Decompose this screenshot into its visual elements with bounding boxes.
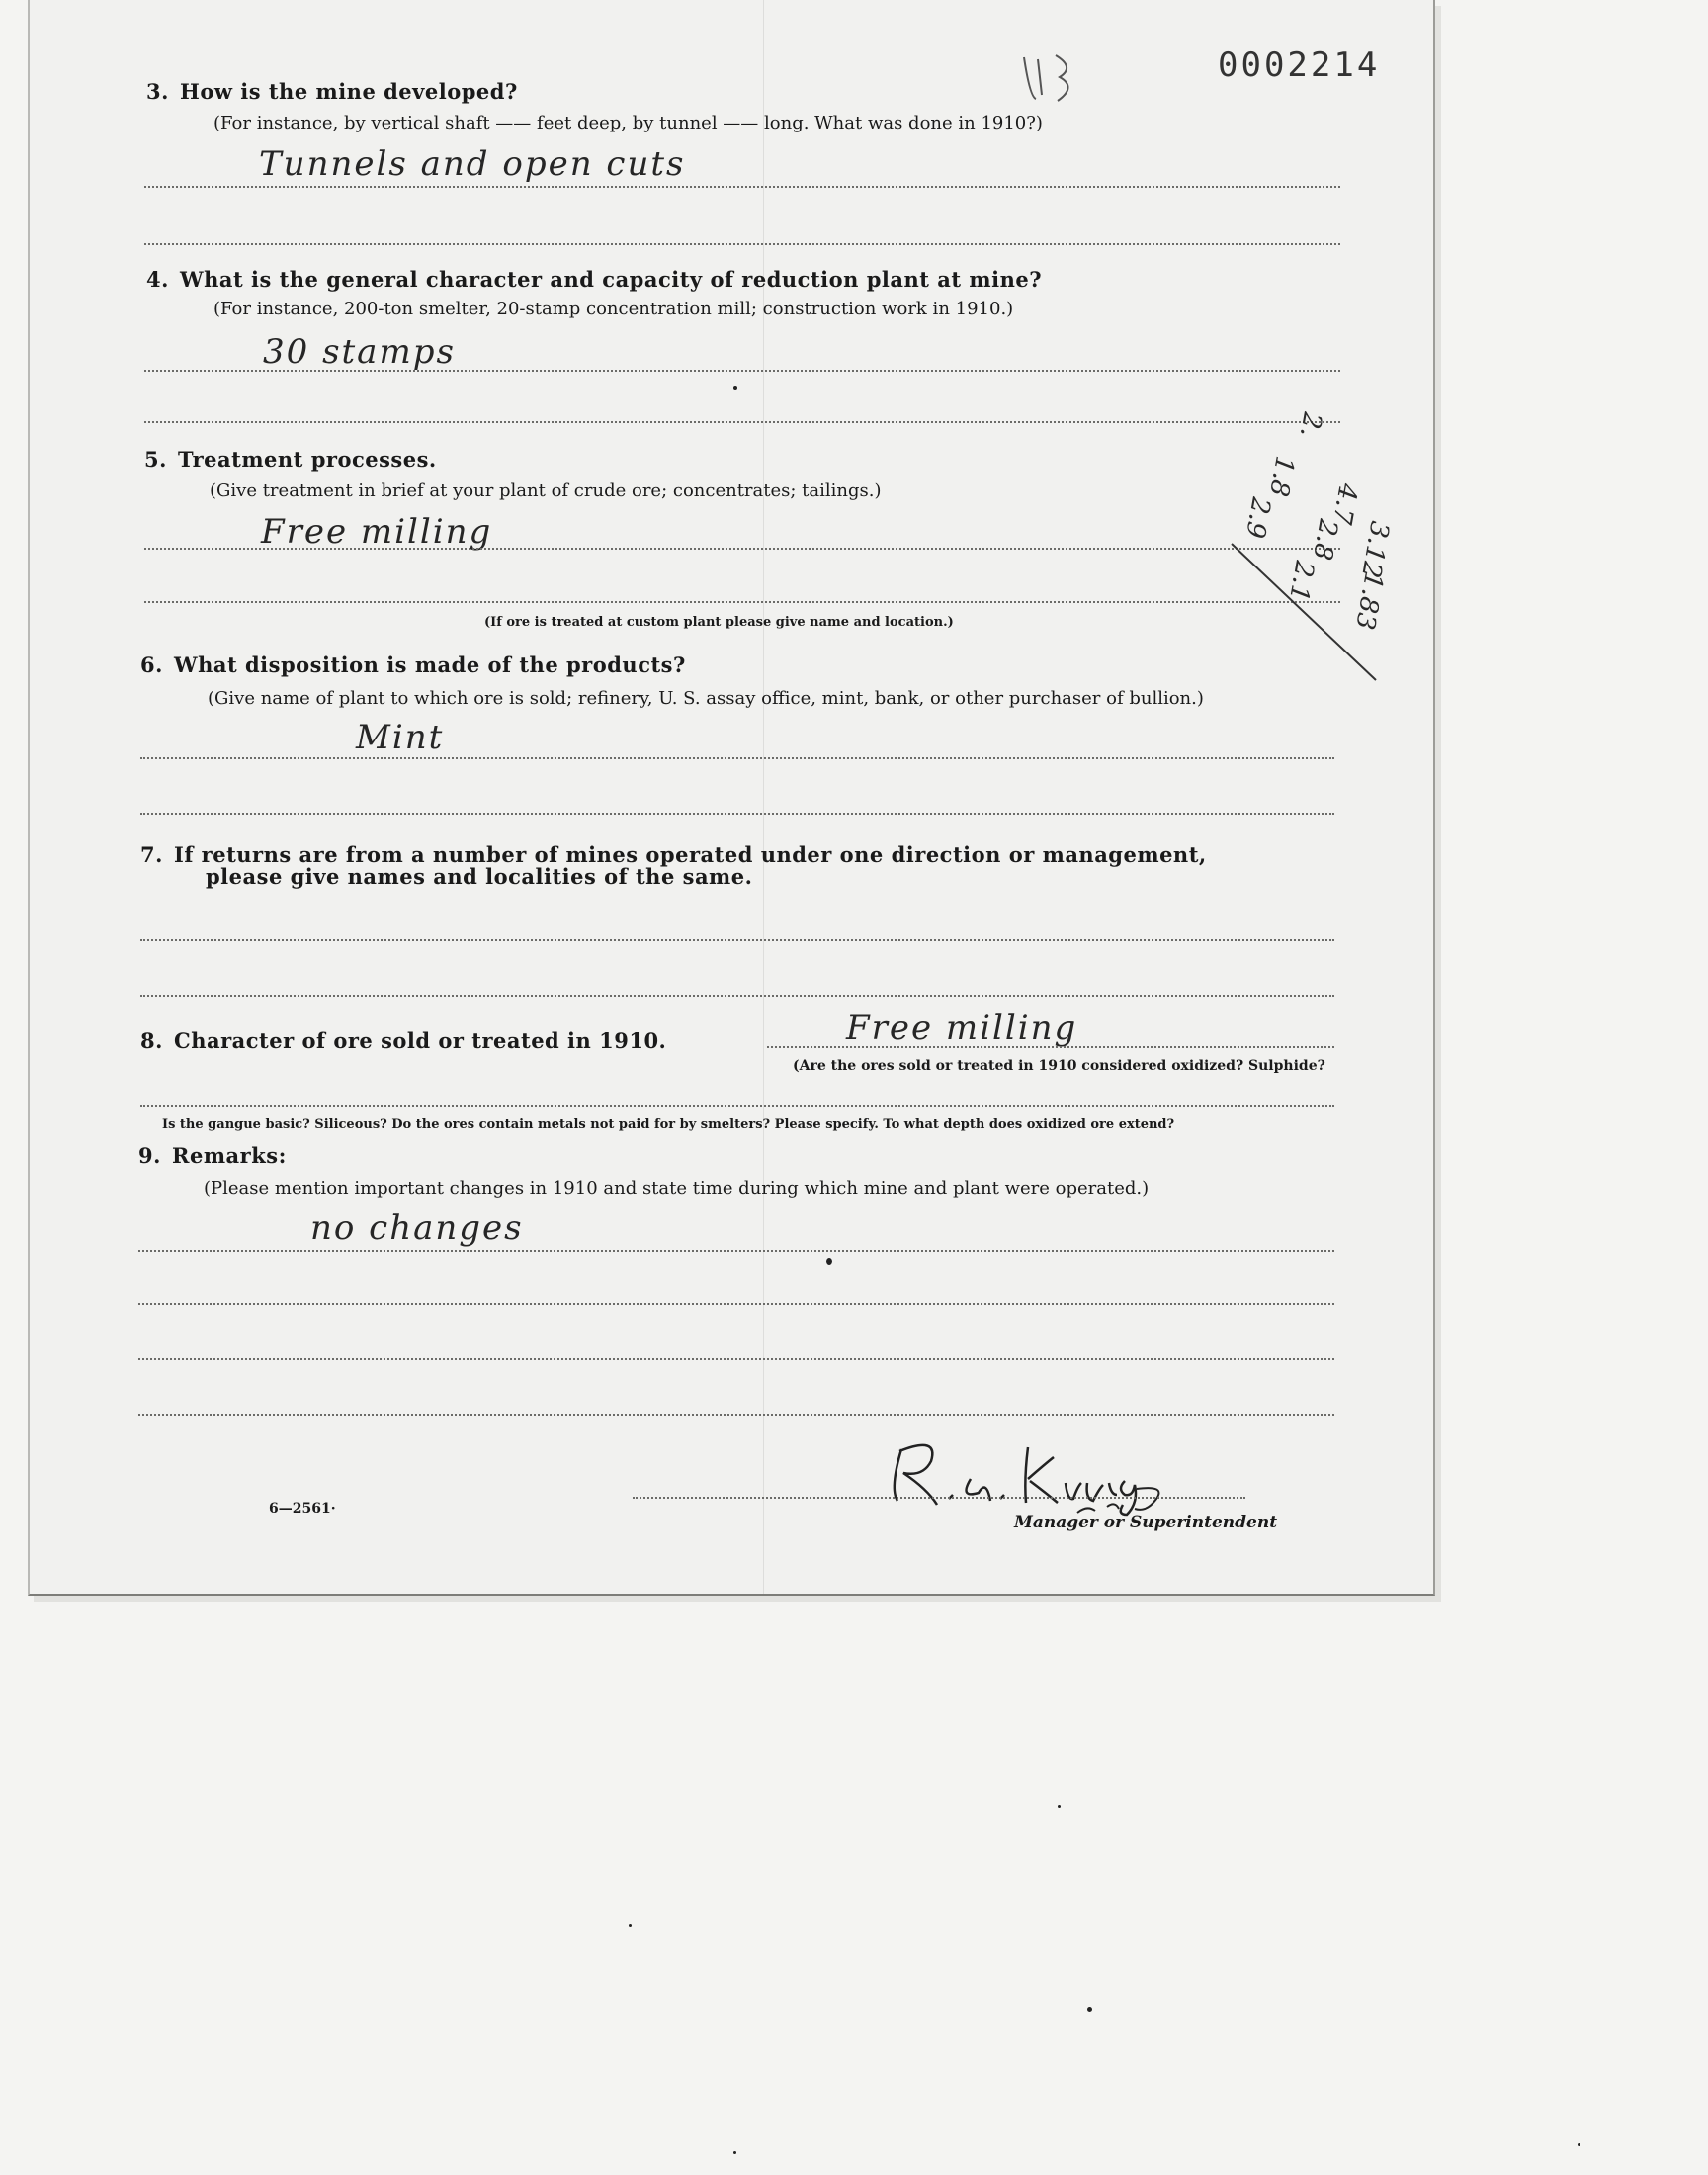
question-6-title: 6. What disposition is made of the products?: [140, 652, 686, 677]
scan-speck: [1578, 2143, 1580, 2146]
question-9-answer: no changes: [310, 1208, 524, 1248]
margin-figure: 2.8: [1306, 516, 1343, 563]
question-3-title: 3. How is the mine developed?: [146, 79, 518, 104]
question-6-answer: Mint: [356, 718, 445, 757]
scan-speck: [629, 1924, 632, 1927]
signature-title: Manager or Superintendent: [1014, 1513, 1278, 1532]
answer-line: [767, 1046, 1334, 1048]
signature-handwriting: [880, 1430, 1255, 1519]
question-8-answer: Free milling: [846, 1008, 1078, 1048]
margin-figure: 1.8: [1262, 453, 1300, 499]
question-5-note: (If ore is treated at custom plant please give name and location.): [484, 615, 954, 630]
margin-figure: 2.1: [1282, 558, 1320, 604]
answer-line: [140, 1105, 1334, 1107]
scan-speck: [733, 386, 737, 390]
question-8-note: (Are the ores sold or treated in 1910 considered oxidized? Sulphide?: [793, 1058, 1325, 1074]
question-7-title-line-2: please give names and localities of the same.: [206, 864, 753, 889]
question-8-title: 8. Character of ore sold or treated in 1910.: [140, 1028, 667, 1053]
question-4-title: 4. What is the general character and capacity of reduction plant at mine?: [146, 267, 1043, 292]
answer-line: [144, 370, 1340, 372]
answer-line: [138, 1358, 1334, 1360]
answer-line: [140, 939, 1334, 941]
form-sheet: [28, 0, 1435, 1596]
question-3-answer: Tunnels and open cuts: [259, 144, 686, 184]
margin-figure: 2.: [1293, 409, 1327, 440]
margin-figure: 2.9: [1238, 494, 1276, 541]
question-8-note-2: Is the gangue basic? Siliceous? Do the ores contain metals not paid for by smelters? Please specify. To what depth does oxidized ore extend?: [162, 1117, 1175, 1132]
answer-line: [138, 1414, 1334, 1416]
page-fold-line: [763, 0, 764, 1594]
question-4-answer: 30 stamps: [263, 332, 456, 372]
scan-speck: [733, 2151, 736, 2154]
answer-line: [144, 243, 1340, 245]
answer-line: [144, 186, 1340, 188]
scan-speck: [1087, 2007, 1092, 2012]
margin-figure: 4.7: [1325, 480, 1363, 527]
question-3-instruction: (For instance, by vertical shaft —— feet deep, by tunnel —— long. What was done in 1910?): [214, 113, 1043, 133]
document-stamp-number: 0002214: [1218, 45, 1381, 85]
margin-pencil-figures: [1158, 405, 1396, 692]
scan-speck: [826, 1258, 832, 1265]
question-9-instruction: (Please mention important changes in 1910 and state time during which mine and plant were operated.): [204, 1178, 1150, 1199]
answer-line: [140, 813, 1334, 815]
question-5-instruction: (Give treatment in brief at your plant of crude ore; concentrates; tailings.): [210, 480, 882, 501]
ink-smudge-mark: [1016, 47, 1085, 107]
question-7-title: 7. If returns are from a number of mines operated under one direction or management,: [140, 842, 1207, 867]
answer-line: [140, 995, 1334, 997]
question-6-instruction: (Give name of plant to which ore is sold; refinery, U. S. assay office, mint, bank, or other purchaser of bullion.): [208, 688, 1204, 709]
signature-line: [633, 1497, 1245, 1499]
answer-line: [138, 1250, 1334, 1252]
question-5-title: 5. Treatment processes.: [144, 447, 437, 472]
form-number: 6—2561·: [269, 1501, 336, 1517]
scan-speck: [1058, 1805, 1061, 1808]
question-5-answer: Free milling: [261, 512, 493, 552]
answer-line: [140, 757, 1334, 759]
margin-figure: 1.83: [1349, 569, 1389, 633]
margin-figure: 3.12: [1355, 518, 1395, 581]
answer-line: [138, 1303, 1334, 1305]
question-4-instruction: (For instance, 200-ton smelter, 20-stamp concentration mill; construction work in 1910.): [214, 299, 1014, 319]
question-9-title: 9. Remarks:: [138, 1143, 287, 1168]
